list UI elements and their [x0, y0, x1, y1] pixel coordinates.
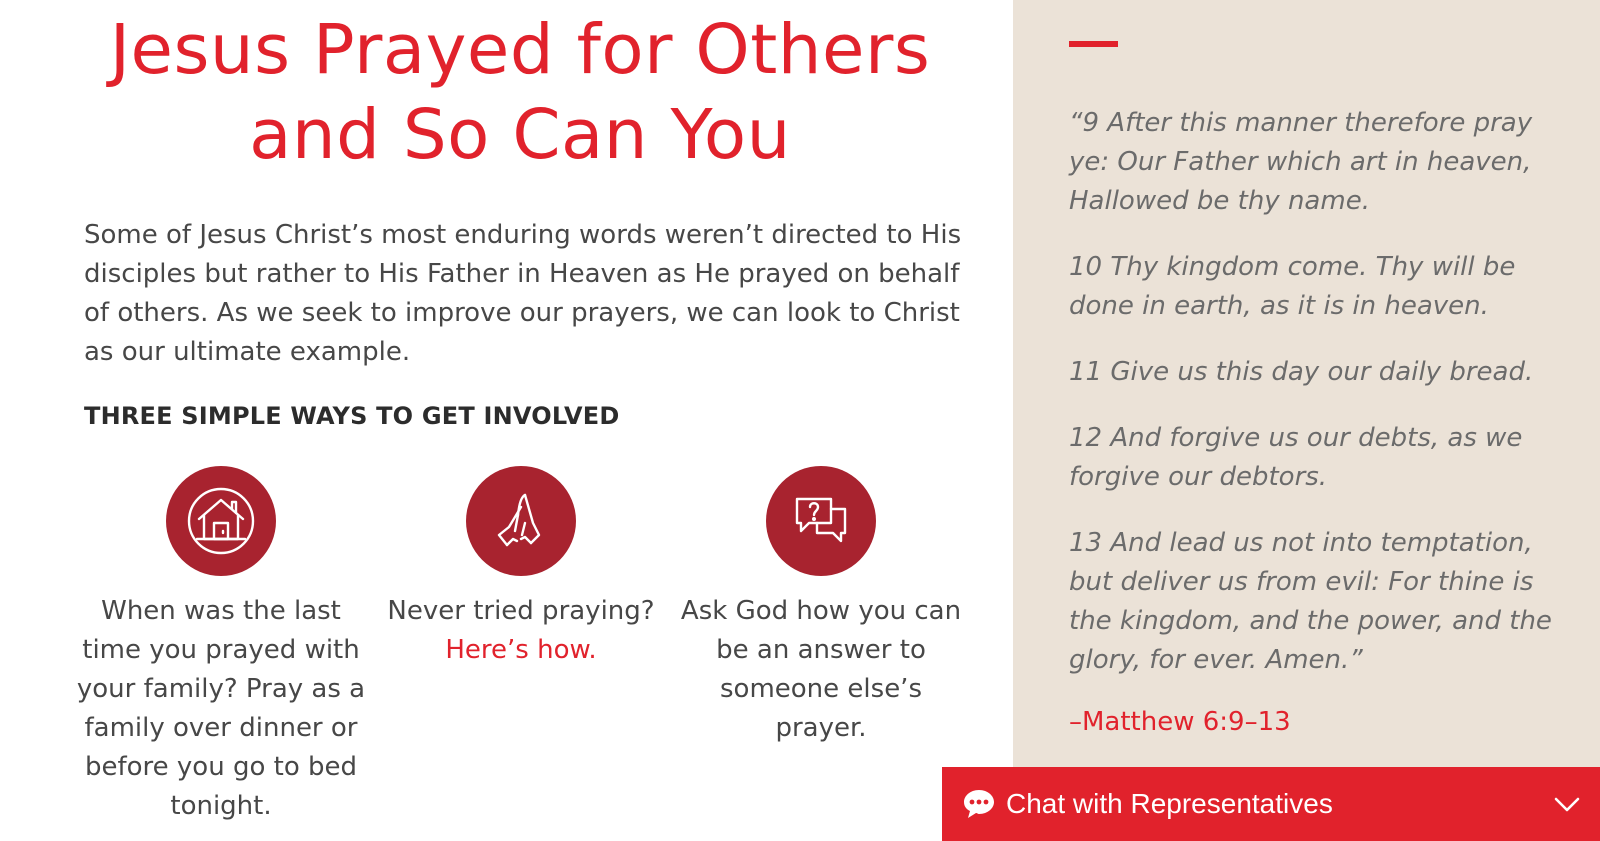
praying-hands-icon	[466, 466, 576, 576]
verse-9: “9 After this manner therefore pray ye: Our Father which art in heaven, Hallowed be thy name.	[1069, 108, 1533, 216]
verse-10: 10 Thy kingdom come. Thy will be done in earth, as it is in heaven.	[1069, 252, 1516, 321]
page-title	[40, 8, 1000, 178]
verse-12: 12 And forgive us our debts, as we forgive our debtors.	[1069, 423, 1523, 492]
chat-bubble-icon	[962, 787, 996, 821]
scripture-citation: –Matthew 6:9–13	[1069, 707, 1291, 737]
scripture-sidebar	[1013, 0, 1600, 841]
way-text-question: Never tried praying?	[387, 596, 655, 626]
way-text: When was the last time you prayed with your family? Pray as a family over dinner or before you go to bed tonight.	[76, 596, 366, 821]
chevron-down-icon[interactable]	[1552, 791, 1582, 817]
section-subheading: THREE SIMPLE WAYS TO GET INVOLVED	[84, 402, 620, 430]
way-text: Ask God how you can be an answer to someone else’s prayer.	[680, 596, 962, 743]
intro-paragraph: Some of Jesus Christ’s most enduring words weren’t directed to His disciples but rather to His Father in Heaven as He prayed on behalf of others. As we seek to improve our prayers, we can look to Christ as our ultimate example.	[84, 220, 962, 367]
page-title-line-2: and So Can You	[249, 95, 791, 175]
page-title-line-1: Jesus Prayed for Others	[109, 10, 931, 90]
way-item-answer-prayer	[671, 466, 971, 748]
verse-13: 13 And lead us not into temptation, but deliver us from evil: For thine is the kingdom, and the power, and the glory, for ever. Amen.”	[1069, 528, 1552, 675]
chat-label: Chat with Representatives	[1006, 788, 1333, 819]
verse-11: 11 Give us this day our daily bread.	[1069, 357, 1534, 387]
way-text	[371, 592, 671, 670]
way-item-family-prayer	[71, 466, 371, 826]
scripture-quote	[1069, 104, 1569, 742]
accent-bar	[1069, 41, 1118, 47]
house-icon	[166, 466, 276, 576]
speech-bubbles-question-icon	[766, 466, 876, 576]
way-item-try-praying	[371, 466, 671, 670]
chat-with-representatives-bar[interactable]	[942, 767, 1600, 841]
heres-how-link[interactable]: Here’s how.	[445, 635, 597, 665]
